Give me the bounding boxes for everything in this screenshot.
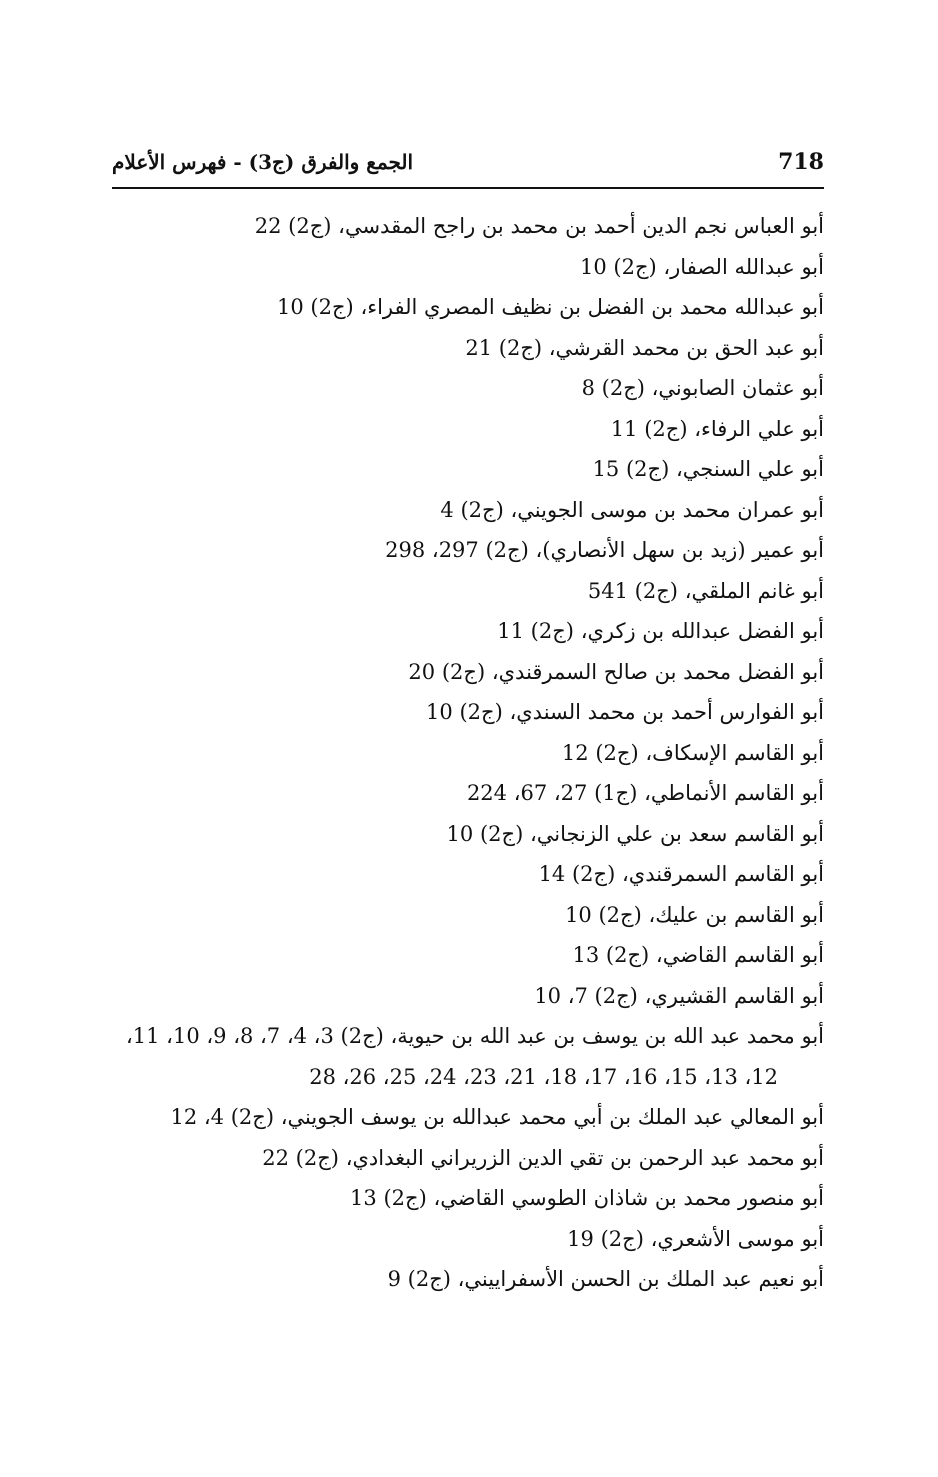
index-entry — [112, 287, 824, 328]
entry-name: أبو علي السنجي، — [675, 457, 824, 481]
index-entry — [112, 206, 824, 247]
index-entry — [112, 935, 824, 976]
entry-name: أبو منصور محمد بن شاذان الطوسي القاضي، — [433, 1186, 824, 1210]
entry-name: أبو محمد عبد الله بن يوسف بن عبد الله بن حيوية، — [390, 1024, 824, 1048]
index-entry — [112, 773, 824, 814]
index-entry — [112, 1138, 824, 1179]
entry-refs: (ج2) 9 — [387, 1267, 451, 1291]
entry-name: أبو العباس نجم الدين أحمد بن محمد بن راجح المقدسي، — [338, 214, 824, 238]
index-entry — [112, 814, 824, 855]
index-entry — [112, 409, 824, 450]
entry-refs: (ج2) 541 — [587, 578, 678, 603]
entry-refs: (ج2) 12 — [561, 740, 639, 765]
entry-refs: (ج2) 10 — [565, 902, 642, 927]
entry-name: أبو غانم الملقي، — [684, 578, 824, 603]
entry-name: أبو القاسم سعد بن علي الزنجاني، — [529, 821, 824, 846]
page-number: 718 — [778, 149, 824, 175]
entry-name: أبو موسى الأشعري، — [650, 1226, 824, 1251]
entry-name: أبو عبدالله محمد بن الفضل بن نظيف المصري الفراء، — [360, 295, 824, 319]
index-entry — [112, 1097, 824, 1138]
entry-refs: (ج2) 7، 10 — [534, 983, 638, 1008]
page-header — [112, 146, 824, 184]
index-entry — [112, 328, 824, 369]
entry-name: أبو نعيم عبد الملك بن الحسن الأسفراييني، — [457, 1267, 824, 1291]
entry-refs: (ج1) 27، 67، 224 — [466, 781, 638, 805]
entry-name: أبو القاسم القاضي، — [655, 943, 824, 967]
entry-name: أبو علي الرفاء، — [694, 416, 824, 441]
index-entry — [112, 1178, 824, 1219]
entry-name: أبو عبدالله الصفار، — [663, 254, 824, 279]
entry-refs: (ج2) 10 — [426, 700, 503, 724]
index-entry — [112, 692, 824, 733]
index-entry — [112, 1259, 824, 1300]
header-divider — [112, 187, 824, 189]
index-entry — [112, 449, 824, 490]
index-entry — [112, 895, 824, 936]
entry-name: أبو محمد عبد الرحمن بن تقي الدين الزريراني البغدادي، — [345, 1145, 824, 1170]
entry-refs: (ج2) 15 — [592, 457, 670, 481]
entry-refs: (ج2) 11 — [497, 619, 574, 643]
index-entry — [112, 368, 824, 409]
index-entry — [112, 1219, 824, 1260]
index-entry — [112, 611, 824, 652]
entry-name: أبو الفوارس أحمد بن محمد السندي، — [509, 700, 824, 724]
index-entry — [112, 854, 824, 895]
entry-refs: (ج2) 10 — [579, 254, 657, 279]
entry-refs: (ج2) 10 — [446, 821, 524, 846]
names-index-list — [112, 206, 824, 1300]
entry-refs: (ج2) 19 — [567, 1226, 644, 1251]
entry-refs: (ج2) 21 — [465, 335, 543, 360]
running-title: الجمع والفرق (ج3) - فهرس الأعلام — [112, 150, 414, 174]
entry-refs: (ج2) 13 — [572, 943, 650, 967]
entry-name: أبو عمير (زيد بن سهل الأنصاري)، — [535, 538, 824, 562]
entry-refs: (ج2) 14 — [538, 862, 616, 886]
entry-refs: (ج2) 13 — [350, 1186, 427, 1210]
entry-name: أبو القاسم الأنماطي، — [644, 781, 824, 805]
entry-name: أبو القاسم بن عليك، — [648, 902, 824, 927]
entry-refs: (ج2) 11 — [610, 416, 688, 441]
index-entry — [112, 976, 824, 1017]
entry-refs: (ج2) 3، 4، 7، 8، 9، 10، 11، 12، 13، 15، 16، 17، 18، 21، 23، 24، 25، 26، 28 — [125, 1024, 778, 1089]
entry-name: أبو القاسم السمرقندي، — [621, 862, 824, 886]
entry-refs: (ج2) 10 — [277, 295, 354, 319]
index-entry — [112, 490, 824, 531]
entry-refs: (ج2) 297، 298 — [385, 538, 529, 562]
entry-name: أبو القاسم القشيري، — [644, 983, 824, 1008]
entry-refs: (ج2) 20 — [408, 659, 486, 684]
entry-name: أبو عبد الحق بن محمد القرشي، — [548, 335, 824, 360]
index-entry — [112, 733, 824, 774]
entry-name: أبو عمران محمد بن موسى الجويني، — [510, 497, 824, 522]
entry-name: أبو المعالي عبد الملك بن أبي محمد عبدالله بن يوسف الجويني، — [280, 1105, 824, 1129]
entry-refs: (ج2) 4 — [440, 497, 504, 522]
index-entry — [112, 1016, 824, 1097]
entry-refs: (ج2) 4، 12 — [170, 1105, 275, 1129]
index-entry — [112, 530, 824, 571]
entry-name: أبو عثمان الصابوني، — [651, 376, 824, 400]
index-entry — [112, 652, 824, 693]
entry-refs: (ج2) 22 — [262, 1145, 339, 1170]
entry-name: أبو الفضل عبدالله بن زكري، — [580, 619, 824, 643]
index-entry — [112, 247, 824, 288]
entry-name: أبو الفضل محمد بن صالح السمرقندي، — [491, 659, 824, 684]
entry-refs: (ج2) 8 — [581, 376, 645, 400]
entry-name: أبو القاسم الإسكاف، — [645, 740, 824, 765]
entry-refs: (ج2) 22 — [254, 214, 332, 238]
index-entry — [112, 571, 824, 612]
